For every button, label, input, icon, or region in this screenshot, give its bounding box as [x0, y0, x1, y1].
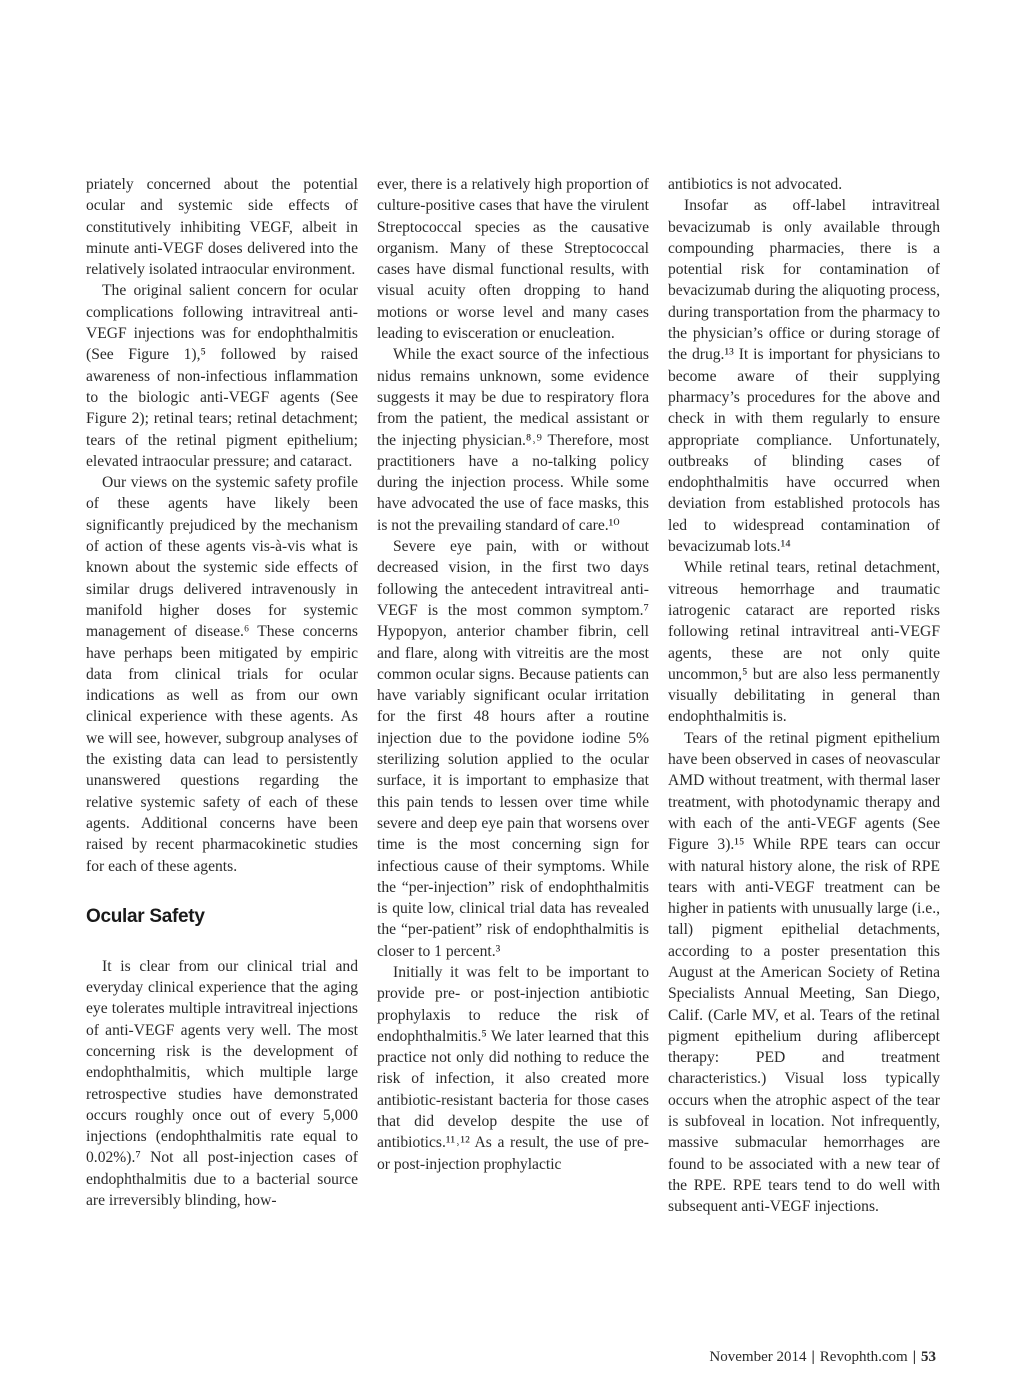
column-2 — [377, 174, 649, 1175]
section-heading: Ocular Safety — [86, 905, 205, 927]
paragraph: ever, there is a relatively high proportion of culture-positive cases that have the virulent Streptococcal species as the causative organism. Many of these Streptococcal cases have dismal functional results, with visual acuity often dropping to hand motions or worse level and many cases leading to evisceration or enucleation. — [377, 176, 649, 343]
column-3 — [668, 174, 940, 1218]
paragraph: Insofar as off-label intravitreal bevacizumab is only available through compounding pharmacies, there is a potential risk for contamination of bevacizumab during the aliquoting process, during transportation from the pharmacy to the physician’s office or during storage of the drug.¹³ It is important for physicians to become aware of their supplying pharmacy’s procedures for the above and check in with them regularly to ensure appropriate compliance. Unfortunately, outbreaks of blinding cases of endophthalmitis have occurred when deviation from established protocols has led to widespread contamination of bevacizumab lots.¹⁴ — [668, 197, 940, 556]
footer-site: Revophth.com — [819, 1349, 908, 1365]
paragraph: The original salient concern for ocular complications following intravitreal anti-VEGF injections was for endophthalmitis (See Figure 1),⁵ followed by raised awareness of non-infectious inflammation to the biologic anti-VEGF agents (See Figure 2); retinal tears; retinal detachment; tears of the retinal pigment epithelium; elevated intraocular pressure; and cataract. — [86, 282, 358, 470]
paragraph: Severe eye pain, with or without decreased vision, in the first two days following the antecedent intravitreal anti-VEGF is the most common symptom.⁷ Hypopyon, anterior chamber fibrin, cell and flare, along with vitreitis are the most common ocular signs. Because patients can have variably significant ocular irritation for the first 48 hours after a routine injection due to the povidone iodine 5% sterilizing solution applied to the ocular surface, it is important to emphasize that this pain tends to lessen over time while severe and deep eye pain that worsens over time is the most concerning sign for infectious cause of their symptoms. While the “per-injection” risk of endophthalmitis is quite low, clinical trial data has revealed the “per-patient” risk of endophthalmitis is closer to 1 percent.³ — [377, 538, 649, 960]
page-footer — [709, 1349, 936, 1366]
paragraph: Our views on the systemic safety profile of these agents have likely been significantly prejudiced by the mechanism of action of these agents vis-à-vis what is known about the systemic side effects of similar drugs delivered intravenously in manifold higher doses for systemic management of disease.⁶ These concerns have perhaps been mitigated by empiric data from clinical trials for ocular indications as well as from our own clinical experience with these agents. As we will see, however, subgroup analyses of the existing data can lead to persistently unanswered questions regarding the relative systemic safety of each of these agents. Additional concerns have been raised by recent pharmacokinetic studies for each of these agents. — [86, 474, 358, 875]
paragraph: Tears of the retinal pigment epithelium have been observed in cases of neovascular AMD without treatment, with thermal laser treatment, with photodynamic therapy and with each of the anti-VEGF agents (See Figure 3).¹⁵ While RPE tears can occur with natural history alone, the risk of RPE tears with anti-VEGF treatment can be higher in patients with unusually large (i.e., tall) pigment epithelial detachments, according to a poster presentation this August at the American Society of Retina Specialists Annual Meeting, San Diego, Calif. (Carle MV, et al. Tears of the retinal pigment epithelium during aflibercept therapy: PED and treatment characteristics.) Visual loss typically occurs when the atrophic aspect of the tear is subfoveal in location. Not infrequently, massive submacular hemorrhages are found to be associated with a new tear of the RPE. RPE tears tend to do well with subsequent anti-VEGF injections. — [668, 729, 940, 1216]
paragraph: antibiotics is not advocated. — [668, 176, 843, 193]
column-1 — [86, 174, 358, 1211]
paragraph: It is clear from our clinical trial and everyday clinical experience that the aging eye tolerates multiple intravitreal injections of anti-VEGF agents very well. The most concerning risk is the development of endophthalmitis, which multiple large retrospective studies have demonstrated occurs roughly once out of every 5,000 injections (endophthalmitis rate equal to 0.02%).⁷ Not all post-injection cases of endophthalmitis due to a bacterial source are irreversibly blinding, how- — [86, 957, 358, 1210]
page-number: 53 — [921, 1349, 936, 1365]
paragraph: While retinal tears, retinal detachment, vitreous hemorrhage and traumatic iatrogenic cataract are reported risks following retinal intravitreal anti-VEGF agents, these are not only quite uncommon,⁵ but are also less permanently visually debilitating in general than endophthalmitis is. — [668, 559, 940, 726]
paragraph: priately concerned about the potential ocular and systemic side effects of constitutively inhibiting VEGF, albeit in minute anti-VEGF doses delivered into the relatively isolated intraocular environment. — [86, 176, 358, 279]
footer-separator: | — [811, 1349, 815, 1365]
paragraph: Initially it was felt to be important to provide pre- or post-injection antibiotic prophylaxis to reduce the risk of endophthalmitis.⁵ We later learned that this practice not only did nothing to reduce the risk of infection, it also created more antibiotic-resistant bacteria for those cases that did develop despite the use of antibiotics.¹¹˒¹² As a result, the use of pre- or post-injection prophylactic — [377, 963, 649, 1173]
footer-date: November 2014 — [709, 1349, 807, 1365]
footer-separator: | — [912, 1349, 916, 1365]
paragraph: While the exact source of the infectious nidus remains unknown, some evidence suggests it may be due to respiratory flora from the patient, the medical assistant or the injecting physician.⁸˒⁹ Therefore, most practitioners have a no-talking policy during the injection process. While some have advocated the use of face masks, this is not the prevailing standard of care.¹⁰ — [377, 346, 649, 534]
